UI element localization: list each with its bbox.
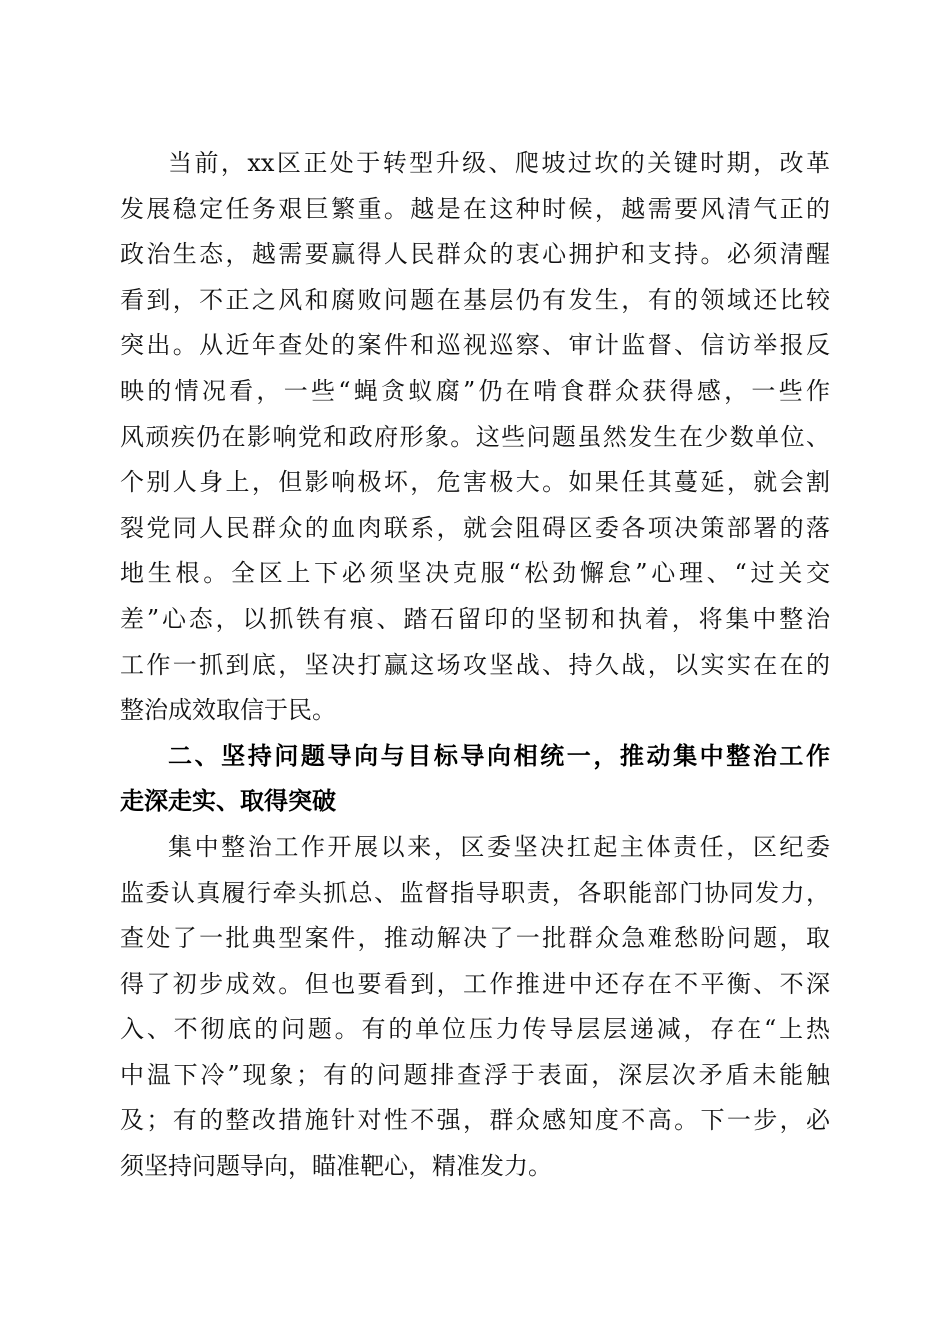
- text-line: 须坚持问题导向，瞄准靶心，精准发力。: [120, 1152, 552, 1181]
- document-body: [120, 141, 830, 1190]
- text-line: 得了初步成效。但也要看到，工作推进中还存在不平衡、不深: [120, 969, 830, 998]
- text-line: 中温下冷”现象；有的问题排查浮于表面，深层次矛盾未能触: [120, 1060, 830, 1089]
- text-line: 及；有的整改措施针对性不强，群众感知度不高。下一步，必: [120, 1106, 830, 1135]
- text-line: 差”心态，以抓铁有痕、踏石留印的坚韧和执着，将集中整治: [120, 604, 830, 633]
- paragraph-current-situation: [120, 141, 830, 734]
- section-heading-2: [120, 734, 830, 825]
- text-line: 工作一抓到底，坚决打赢这场攻坚战、持久战，以实实在在的: [120, 650, 830, 679]
- text-line: 当前，xx区正处于转型升级、爬坡过坎的关键时期，改革: [168, 149, 830, 177]
- heading-line: 走深走实、取得突破: [120, 787, 336, 816]
- text-line: 整治成效取信于民。: [120, 696, 336, 725]
- text-line: 映的情况看，一些“蝇贪蚁腐”仍在啃食群众获得感，一些作: [120, 376, 830, 405]
- text-line: 集中整治工作开展以来，区委坚决扛起主体责任，区纪委: [168, 832, 830, 861]
- text-line: 突出。从近年查处的案件和巡视巡察、审计监督、信访举报反: [120, 331, 830, 360]
- heading-line: 二、坚持问题导向与目标导向相统一，推动集中整治工作: [168, 741, 830, 770]
- paragraph-progress: [120, 825, 830, 1190]
- text-line: 监委认真履行牵头抓总、监督指导职责，各职能部门协同发力，: [120, 878, 830, 907]
- text-line: 看到，不正之风和腐败问题在基层仍有发生，有的领域还比较: [120, 285, 830, 314]
- text-line: 查处了一批典型案件，推动解决了一批群众急难愁盼问题，取: [120, 924, 830, 953]
- text-line: 裂党同人民群众的血肉联系，就会阻碍区委各项决策部署的落: [120, 513, 830, 542]
- text-line: 发展稳定任务艰巨繁重。越是在这种时候，越需要风清气正的: [120, 194, 830, 223]
- text-line: 风顽疾仍在影响党和政府形象。这些问题虽然发生在少数单位、: [120, 422, 830, 451]
- text-line: 地生根。全区上下必须坚决克服“松劲懈怠”心理、“过关交: [120, 559, 830, 588]
- text-line: 个别人身上，但影响极坏，危害极大。如果任其蔓延，就会割: [120, 468, 830, 497]
- text-line: 政治生态，越需要赢得人民群众的衷心拥护和支持。必须清醒: [120, 240, 830, 269]
- text-line: 入、不彻底的问题。有的单位压力传导层层递减，存在“上热: [120, 1015, 830, 1044]
